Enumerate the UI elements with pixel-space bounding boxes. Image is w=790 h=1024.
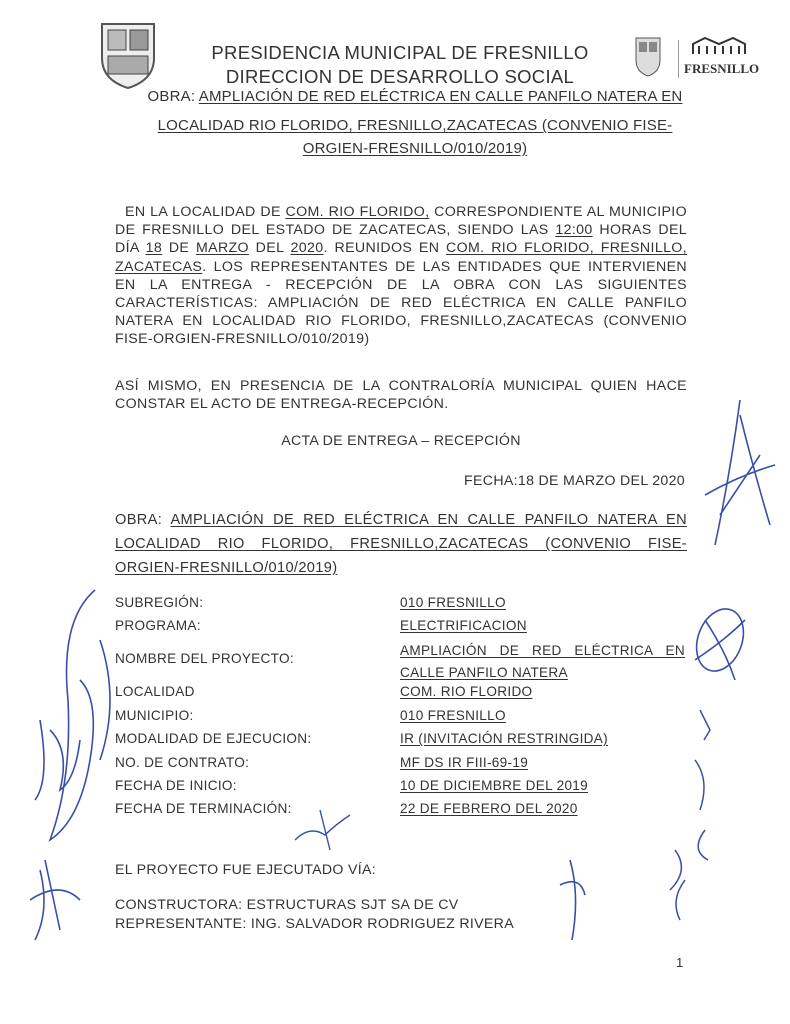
header-obra-line-1	[120, 88, 710, 105]
page-number: 1	[676, 955, 684, 970]
intro-segment: DEL	[248, 240, 291, 257]
intro-segment: COM. RIO FLORIDO,	[285, 204, 430, 220]
detail-value: AMPLIACIÓN DE RED ELÉCTRICA EN CALLE PANFILO NATERA	[400, 643, 685, 680]
intro-segment: 18	[145, 240, 163, 257]
detail-value: MF DS IR FIII-69-19	[400, 755, 529, 770]
signature-bottom-center	[550, 855, 590, 945]
signature-right-middle	[685, 600, 755, 690]
detail-label: PROGRAMA:	[115, 618, 201, 633]
detail-label: LOCALIDAD	[115, 684, 195, 699]
detail-label: NOMBRE DEL PROYECTO:	[115, 651, 294, 666]
intro-segment: 12:00	[555, 222, 593, 239]
header-title: PRESIDENCIA MUNICIPAL DE FRESNILLO	[211, 42, 589, 63]
obra-value: AMPLIACIÓN DE RED ELÉCTRICA EN CALLE PANFILO NATERA EN LOCALIDAD RIO FLORIDO, FRESNILLO,ZACATECAS (CONVENIO FISE-ORGIEN-FRESNILLO/010/2019)	[115, 512, 687, 576]
obra-text: AMPLIACIÓN DE RED ELÉCTRICA EN CALLE PANFILO NATERA EN	[198, 88, 683, 105]
header-obra-line-3	[120, 140, 710, 157]
intro-segment: 2020	[290, 240, 324, 257]
signature-left	[20, 580, 130, 960]
signature-right-vertical	[660, 700, 720, 930]
contraloria-paragraph: ASÍ MISMO, EN PRESENCIA DE LA CONTRALORÍA MUNICIPAL QUIEN HACE CONSTAR EL ACTO DE ENTREGA-RECEPCIÓN.	[115, 378, 687, 413]
detail-value: 010 FRESNILLO	[400, 708, 506, 723]
intro-segment: EN LA LOCALIDAD DE	[125, 204, 286, 220]
acta-title: ACTA DE ENTREGA – RECEPCIÓN	[281, 433, 521, 449]
intro-segment: DE	[162, 240, 196, 257]
intro-segment: HORAS DEL DÍA	[115, 222, 687, 257]
intro-paragraph	[115, 203, 687, 349]
detail-label: NO. DE CONTRATO:	[115, 755, 250, 770]
obra-text: LOCALIDAD RIO FLORIDO, FRESNILLO,ZACATECAS (CONVENIO FISE-	[157, 117, 673, 134]
intro-segment: . LOS REPRESENTANTES DE LAS ENTIDADES QUE INTERVIENEN EN LA ENTREGA - RECEPCIÓN DE LA OBRA CON LAS SIGUIENTES CARACTERÍSTICAS: AMPLIACIÓN DE RED ELÉCTRICA EN CALLE PANFILO NATERA EN LOCALIDAD RIO FLORIDO, FRESNILLO,ZACATECAS (CONVENIO FISE-ORGIEN-FRESNILLO/010/2019)	[115, 258, 687, 348]
constructora: CONSTRUCTORA: ESTRUCTURAS SJT SA DE CV	[115, 897, 459, 913]
ejecutado-label: EL PROYECTO FUE EJECUTADO VÍA:	[115, 862, 377, 878]
detail-row-nombre	[115, 640, 695, 684]
detail-label: SUBREGIÓN:	[115, 595, 204, 610]
obra-label: OBRA:	[115, 512, 163, 528]
detail-label: FECHA DE TERMINACIÓN:	[115, 801, 292, 816]
detail-label: FECHA DE INICIO:	[115, 778, 237, 793]
intro-segment: MARZO	[195, 240, 249, 257]
fecha: FECHA:18 DE MARZO DEL 2020	[464, 473, 685, 489]
representante: REPRESENTANTE: ING. SALVADOR RODRIGUEZ RIVERA	[115, 916, 514, 932]
detail-value: 10 DE DICIEMBRE DEL 2019	[400, 778, 589, 793]
header-obra-line-2	[120, 117, 710, 134]
detail-value: ELECTRIFICACION	[400, 618, 527, 633]
header-subtitle: DIRECCION DE DESARROLLO SOCIAL	[225, 66, 575, 87]
intro-segment: CORRESPONDIENTE AL MUNICIPIO DE FRESNILLO DEL ESTADO DE ZACATECAS, SIENDO LAS	[115, 204, 687, 239]
signature-right-top	[700, 395, 780, 555]
obra-label: OBRA:	[147, 88, 196, 105]
detail-value: 010 FRESNILLO	[400, 595, 506, 610]
detail-value: IR (INVITACIÓN RESTRINGIDA)	[400, 731, 608, 746]
signature-initials-center	[290, 805, 360, 855]
detail-label: MUNICIPIO:	[115, 708, 194, 723]
detail-label: MODALIDAD DE EJECUCION:	[115, 731, 312, 746]
obra-paragraph	[115, 508, 687, 580]
intro-segment: COM. RIO FLORIDO, FRESNILLO, ZACATECAS	[115, 240, 687, 275]
detail-value: 22 DE FEBRERO DEL 2020	[400, 801, 578, 816]
fresnillo-logo-text: FRESNILLO	[684, 61, 760, 76]
obra-text: ORGIEN-FRESNILLO/010/2019)	[302, 140, 528, 157]
detail-value: COM. RIO FLORIDO	[400, 684, 533, 699]
intro-segment: . REUNIDOS EN	[323, 240, 447, 257]
